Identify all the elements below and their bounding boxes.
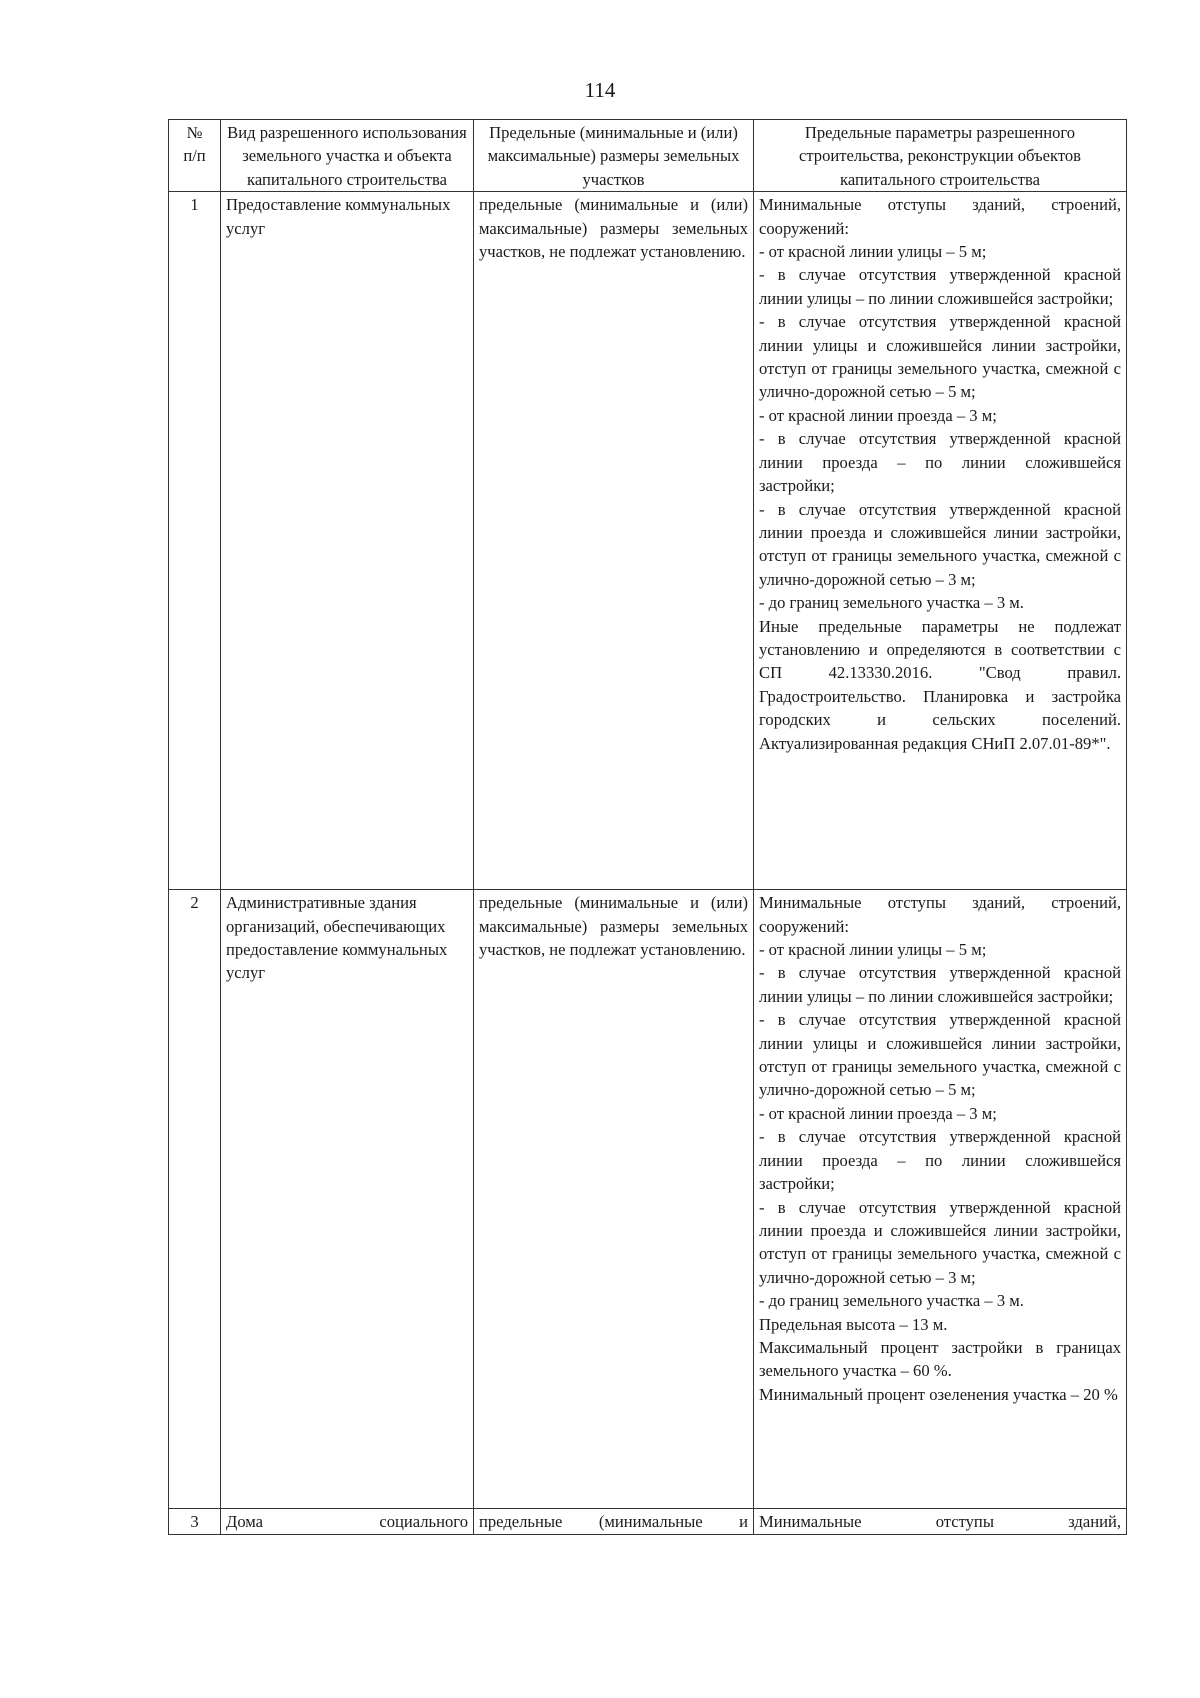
table-row bbox=[169, 192, 1127, 890]
table-header-row bbox=[169, 120, 1127, 192]
row-number: 2 bbox=[169, 890, 221, 1509]
param-line: - от красной линии проезда – 3 м; bbox=[759, 1103, 997, 1123]
param-line: Иные предельные параметры не подлежат установлению и определяются в соответствии с СП 42.13330.2016. "Свод правил. Градостроительство. Планировка и застройка городских и сельских поселений. Актуализированная редакция СНиП 2.07.01-89*". bbox=[759, 616, 1121, 753]
row-permitted-use: Административные здания организаций, обеспечивающих предоставление коммунальных услуг bbox=[221, 890, 474, 1509]
param-line: - в случае отсутствия утвержденной красной линии улицы и сложившейся линии застройки, отступ от границы земельного участка, смежной с улично-дорожной сетью – 5 м; bbox=[759, 312, 1121, 402]
row-building-params bbox=[754, 192, 1127, 890]
land-use-rules-table bbox=[168, 119, 1127, 1535]
row-building-params bbox=[754, 1509, 1127, 1534]
param-line: - в случае отсутствия утвержденной красной линии проезда – по линии сложившейся застройки; bbox=[759, 429, 1121, 496]
row-plot-size: предельные (минимальные и bbox=[474, 1509, 754, 1534]
param-line: - в случае отсутствия утвержденной красной линии улицы и сложившейся линии застройки, отступ от границы земельного участка, смежной с улично-дорожной сетью – 5 м; bbox=[759, 1010, 1121, 1100]
row-plot-size: предельные (минимальные и (или) максимальные) размеры земельных участков, не подлежат установлению. bbox=[474, 890, 754, 1509]
param-line: Минимальные отступы зданий, bbox=[759, 1512, 1121, 1532]
param-line: - в случае отсутствия утвержденной красной линии проезда и сложившейся линии застройки, отступ от границы земельного участка, смежной с улично-дорожной сетью – 3 м; bbox=[759, 499, 1121, 589]
param-line: Предельная высота – 13 м. bbox=[759, 1314, 948, 1334]
param-line: - в случае отсутствия утвержденной красной линии проезда и сложившейся линии застройки, отступ от границы земельного участка, смежной с улично-дорожной сетью – 3 м; bbox=[759, 1197, 1121, 1287]
param-line: Максимальный процент застройки в границах земельного участка – 60 %. bbox=[759, 1337, 1121, 1381]
row-plot-size: предельные (минимальные и (или) максимальные) размеры земельных участков, не подлежат установлению. bbox=[474, 192, 754, 890]
param-line: Минимальные отступы зданий, строений, сооружений: bbox=[759, 195, 1121, 238]
row-building-params bbox=[754, 890, 1127, 1509]
table-row bbox=[169, 1509, 1127, 1534]
param-line: - в случае отсутствия утвержденной красной линии улицы – по линии сложившейся застройки; bbox=[759, 265, 1121, 308]
header-number: № п/п bbox=[169, 120, 221, 192]
header-building-params: Предельные параметры разрешенного строительства, реконструкции объектов капитального строительства bbox=[754, 120, 1127, 192]
param-line: - до границ земельного участка – 3 м. bbox=[759, 1291, 1024, 1311]
param-line: - от красной линии улицы – 5 м; bbox=[759, 242, 987, 262]
row-permitted-use: Предоставление коммунальных услуг bbox=[221, 192, 474, 890]
param-line: - от красной линии проезда – 3 м; bbox=[759, 405, 997, 425]
param-line: Минимальные отступы зданий, строений, сооружений: bbox=[759, 893, 1121, 936]
table-row bbox=[169, 890, 1127, 1509]
header-plot-size: Предельные (минимальные и (или) максимальные) размеры земельных участков bbox=[474, 120, 754, 192]
row-permitted-use: Дома социального bbox=[221, 1509, 474, 1534]
param-line: - в случае отсутствия утвержденной красной линии проезда – по линии сложившейся застройки; bbox=[759, 1127, 1121, 1194]
param-line: - в случае отсутствия утвержденной красной линии улицы – по линии сложившейся застройки; bbox=[759, 963, 1121, 1006]
page-number: 114 bbox=[584, 78, 616, 102]
param-line: - от красной линии улицы – 5 м; bbox=[759, 940, 987, 960]
row-number: 3 bbox=[169, 1509, 221, 1534]
row-number: 1 bbox=[169, 192, 221, 890]
param-line: Минимальный процент озеленения участка – 20 % bbox=[759, 1384, 1118, 1404]
header-permitted-use: Вид разрешенного использования земельного участка и объекта капитального строительства bbox=[221, 120, 474, 192]
param-line: - до границ земельного участка – 3 м. bbox=[759, 593, 1024, 613]
